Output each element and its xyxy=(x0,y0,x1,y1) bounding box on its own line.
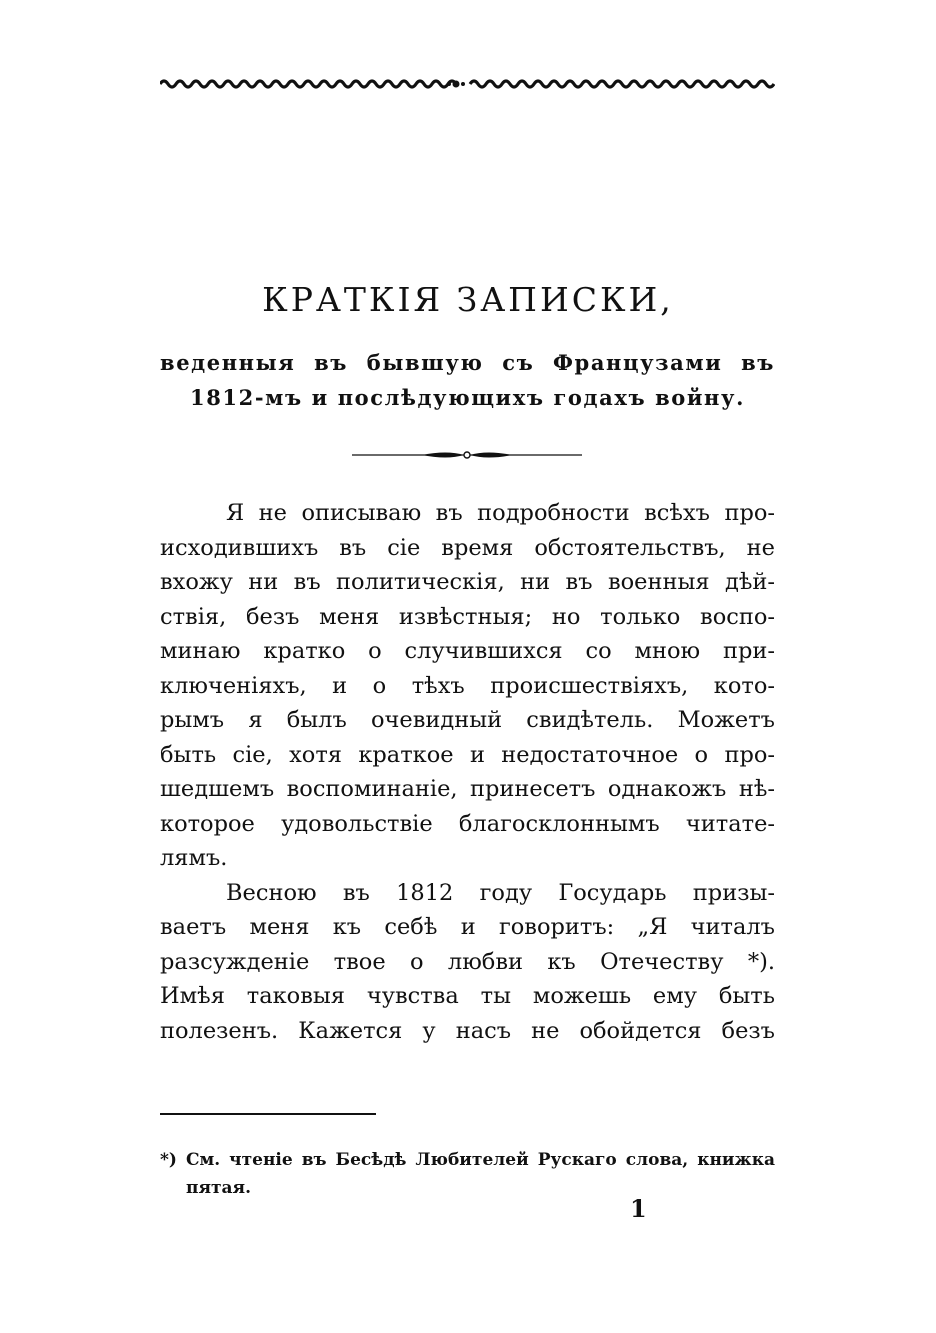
footnote-line-1: *) См. чтеніе въ Бесѣдѣ Любителей Рускаго слова, книжка xyxy=(160,1150,775,1170)
footnote xyxy=(160,1146,775,1202)
text-line: быть сіе, хотя краткое и недостаточное о про- xyxy=(160,741,775,768)
subtitle xyxy=(160,345,775,415)
text-line: ключеніяхъ, и о тѣхъ происшествіяхъ, кото- xyxy=(160,672,775,699)
text-line: полезенъ. Кажется у насъ не обойдется безъ xyxy=(160,1017,775,1044)
text-line: разсужденіе твое о любви къ Отечеству *). xyxy=(160,948,775,975)
text-line: минаю кратко о случившихся со мною при- xyxy=(160,638,775,664)
footnote-rule xyxy=(160,1113,376,1115)
footnote-line-2: пятая. xyxy=(186,1178,252,1198)
subtitle-line-2: 1812-мъ и послѣдующихъ годахъ войну. xyxy=(190,385,745,410)
text-line: Я не описываю въ подробности всѣхъ про- xyxy=(226,500,775,526)
text-line: лямъ. xyxy=(160,845,228,871)
text-line: Весною въ 1812 году Государь призы- xyxy=(226,879,775,906)
divider-ornament xyxy=(352,448,582,462)
text-line: ствія, безъ меня извѣстныя; но только воспо- xyxy=(160,603,775,630)
page-title: КРАТКІЯ ЗАПИСКИ, xyxy=(262,280,674,320)
body-text xyxy=(160,496,775,1048)
subtitle-line-1: веденныя въ бывшую съ Французами въ xyxy=(160,350,775,375)
text-line: рымъ я былъ очевидный свидѣтель. Можетъ xyxy=(160,707,775,733)
page-number: 1 xyxy=(630,1194,647,1223)
text-line: Имѣя таковыя чувства ты можешь ему быть xyxy=(160,983,775,1009)
text-line: которое удовольствіе благосклоннымъ читате- xyxy=(160,810,775,837)
text-line: ваетъ меня къ себѣ и говоритъ: „Я читалъ xyxy=(160,914,775,940)
text-line: шедшемъ воспоминаніе, принесетъ однакожъ нѣ- xyxy=(160,776,775,802)
text-line: вхожу ни въ политическія, ни въ военныя дѣй- xyxy=(160,569,775,595)
text-line: исходившихъ въ сіе время обстоятельствъ, не xyxy=(160,534,775,561)
top-ornament xyxy=(160,70,775,94)
